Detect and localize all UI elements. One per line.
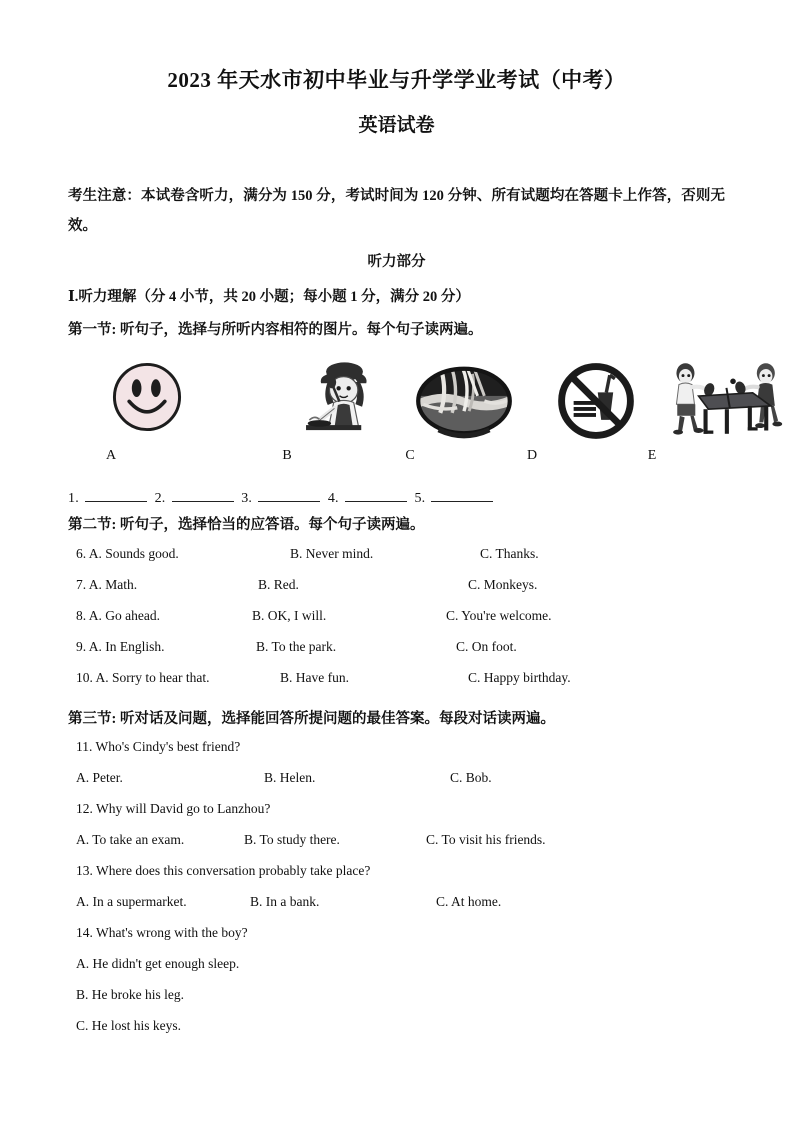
section-one-heading: 第一节: 听句子，选择与所听内容相符的图片。每个句子读两遍。 — [68, 321, 483, 338]
question-13-option-c[interactable]: C. At home. — [436, 894, 502, 910]
listening-comprehension-heading: Ⅰ.听力理解（分 4 小节，共 20 小题；每小题 1 分，满分 20 分） — [68, 288, 470, 305]
picture-option-b — [296, 358, 388, 442]
page-subtitle: 英语试卷 — [358, 115, 435, 137]
picture-option-c — [413, 362, 515, 440]
question-6-option-a[interactable] — [76, 546, 179, 562]
question-11-option-b[interactable]: B. Helen. — [264, 770, 316, 786]
question-6-number: 6. — [76, 545, 87, 561]
table-tennis-icon — [662, 360, 786, 442]
question-14-option-b[interactable]: B. He broke his leg. — [76, 987, 184, 1003]
question-12-option-c[interactable]: C. To visit his friends. — [426, 832, 546, 848]
answer-blanks-row — [68, 474, 725, 507]
section-three-heading: 第三节: 听对话及问题，选择能回答所提问题的最佳答案。每段对话读两遍。 — [68, 710, 555, 727]
question-row-9 — [68, 639, 725, 670]
section-two-heading: 第二节: 听句子，选择恰当的应答语。每个句子读两遍。 — [68, 517, 425, 534]
question-7-number: 7. — [76, 576, 87, 592]
question-8-option-a[interactable] — [76, 608, 160, 624]
question-7-option-b[interactable]: B. Red. — [258, 576, 299, 592]
picture-option-a — [110, 360, 184, 434]
blank-number-2: 2. — [154, 491, 166, 507]
picture-label-d: D — [526, 448, 538, 464]
blank-number-1: 1. — [68, 491, 79, 507]
question-13-option-b[interactable]: B. In a bank. — [250, 894, 320, 910]
noodles-bowl-icon — [413, 362, 515, 440]
picture-label-e: E — [647, 448, 657, 464]
question-8-option-c[interactable]: C. You're welcome. — [446, 607, 552, 623]
candidate-notice: 考生注意：本试卷含听力，满分为 150 分，考试时间为 120 分钟、所有试题均在答题卡上作答，否则无效。 — [68, 187, 725, 234]
question-8-number: 8. — [76, 607, 87, 623]
question-10-number: 10. — [76, 669, 93, 685]
question-14-option-c-row — [68, 1018, 725, 1049]
question-6-option-c[interactable]: C. Thanks. — [480, 545, 539, 561]
question-10-option-a[interactable] — [76, 670, 210, 686]
question-12-options-row — [68, 832, 725, 863]
blank-line-2[interactable] — [172, 490, 234, 502]
question-14-option-a-row — [68, 956, 725, 987]
picture-option-d — [553, 358, 639, 444]
question-11-options-row — [68, 770, 725, 801]
blank-number-3: 3. — [241, 491, 253, 507]
question-9-option-c[interactable]: C. On foot. — [456, 638, 517, 654]
question-8-option-b[interactable]: B. OK, I will. — [252, 607, 327, 623]
question-11-option-a[interactable]: A. Peter. — [76, 770, 123, 786]
question-row-7 — [68, 577, 725, 608]
question-11-stem: 11. Who's Cindy's best friend? — [76, 739, 241, 755]
blank-line-5[interactable] — [431, 490, 493, 502]
question-9-option-b[interactable]: B. To the park. — [256, 638, 337, 654]
blank-number-5: 5. — [414, 491, 426, 507]
question-13-options-row — [68, 894, 725, 925]
question-14-stem: 14. What's wrong with the boy? — [76, 925, 248, 941]
question-7-option-a[interactable] — [76, 577, 137, 593]
question-10-option-c[interactable]: C. Happy birthday. — [468, 669, 571, 685]
listening-part-title: 听力部分 — [367, 254, 426, 271]
question-9-option-a-text: A. In English. — [88, 638, 165, 654]
question-9-number: 9. — [76, 638, 87, 654]
question-14-option-b-row — [68, 987, 725, 1018]
question-row-8 — [68, 608, 725, 639]
question-12-option-a[interactable]: A. To take an exam. — [76, 832, 185, 848]
question-8-option-a-text: A. Go ahead. — [88, 607, 160, 623]
question-12-option-b[interactable]: B. To study there. — [244, 832, 340, 848]
page-title: 2023 年天水市初中毕业与升学学业考试（中考） — [167, 68, 626, 92]
question-12-stem-row — [68, 801, 725, 832]
picture-options-row — [68, 356, 725, 448]
question-13-stem: 13. Where does this conversation probably take place? — [76, 863, 371, 879]
blank-line-4[interactable] — [345, 490, 407, 502]
picture-label-b: B — [282, 448, 292, 464]
question-10-option-a-text: A. Sorry to hear that. — [95, 669, 210, 685]
blank-line-3[interactable] — [258, 490, 320, 502]
question-14-option-a[interactable]: A. He didn't get enough sleep. — [76, 956, 240, 972]
question-13-option-a[interactable]: A. In a supermarket. — [76, 894, 187, 910]
blank-number-4: 4. — [327, 491, 339, 507]
no-food-drink-icon — [553, 358, 639, 444]
question-11-stem-row — [68, 739, 725, 770]
question-13-stem-row — [68, 863, 725, 894]
question-11-option-c[interactable]: C. Bob. — [450, 770, 492, 786]
question-10-option-b[interactable]: B. Have fun. — [280, 669, 349, 685]
cook-person-icon — [296, 358, 388, 442]
smiley-face-icon — [110, 360, 184, 434]
question-7-option-c[interactable]: C. Monkeys. — [468, 576, 538, 592]
question-6-option-b[interactable]: B. Never mind. — [290, 545, 374, 561]
picture-labels-row — [68, 448, 725, 474]
picture-label-a: A — [105, 448, 117, 464]
picture-option-e — [662, 360, 786, 442]
question-12-stem: 12. Why will David go to Lanzhou? — [76, 801, 271, 817]
picture-label-c: C — [405, 448, 415, 464]
question-14-option-c[interactable]: C. He lost his keys. — [76, 1018, 182, 1034]
question-7-option-a-text: A. Math. — [88, 576, 138, 592]
question-row-6 — [68, 546, 725, 577]
question-row-10 — [68, 670, 725, 701]
question-9-option-a[interactable] — [76, 639, 165, 655]
blank-line-1[interactable] — [85, 490, 147, 502]
question-6-option-a-text: A. Sounds good. — [88, 545, 179, 561]
question-14-stem-row — [68, 925, 725, 956]
